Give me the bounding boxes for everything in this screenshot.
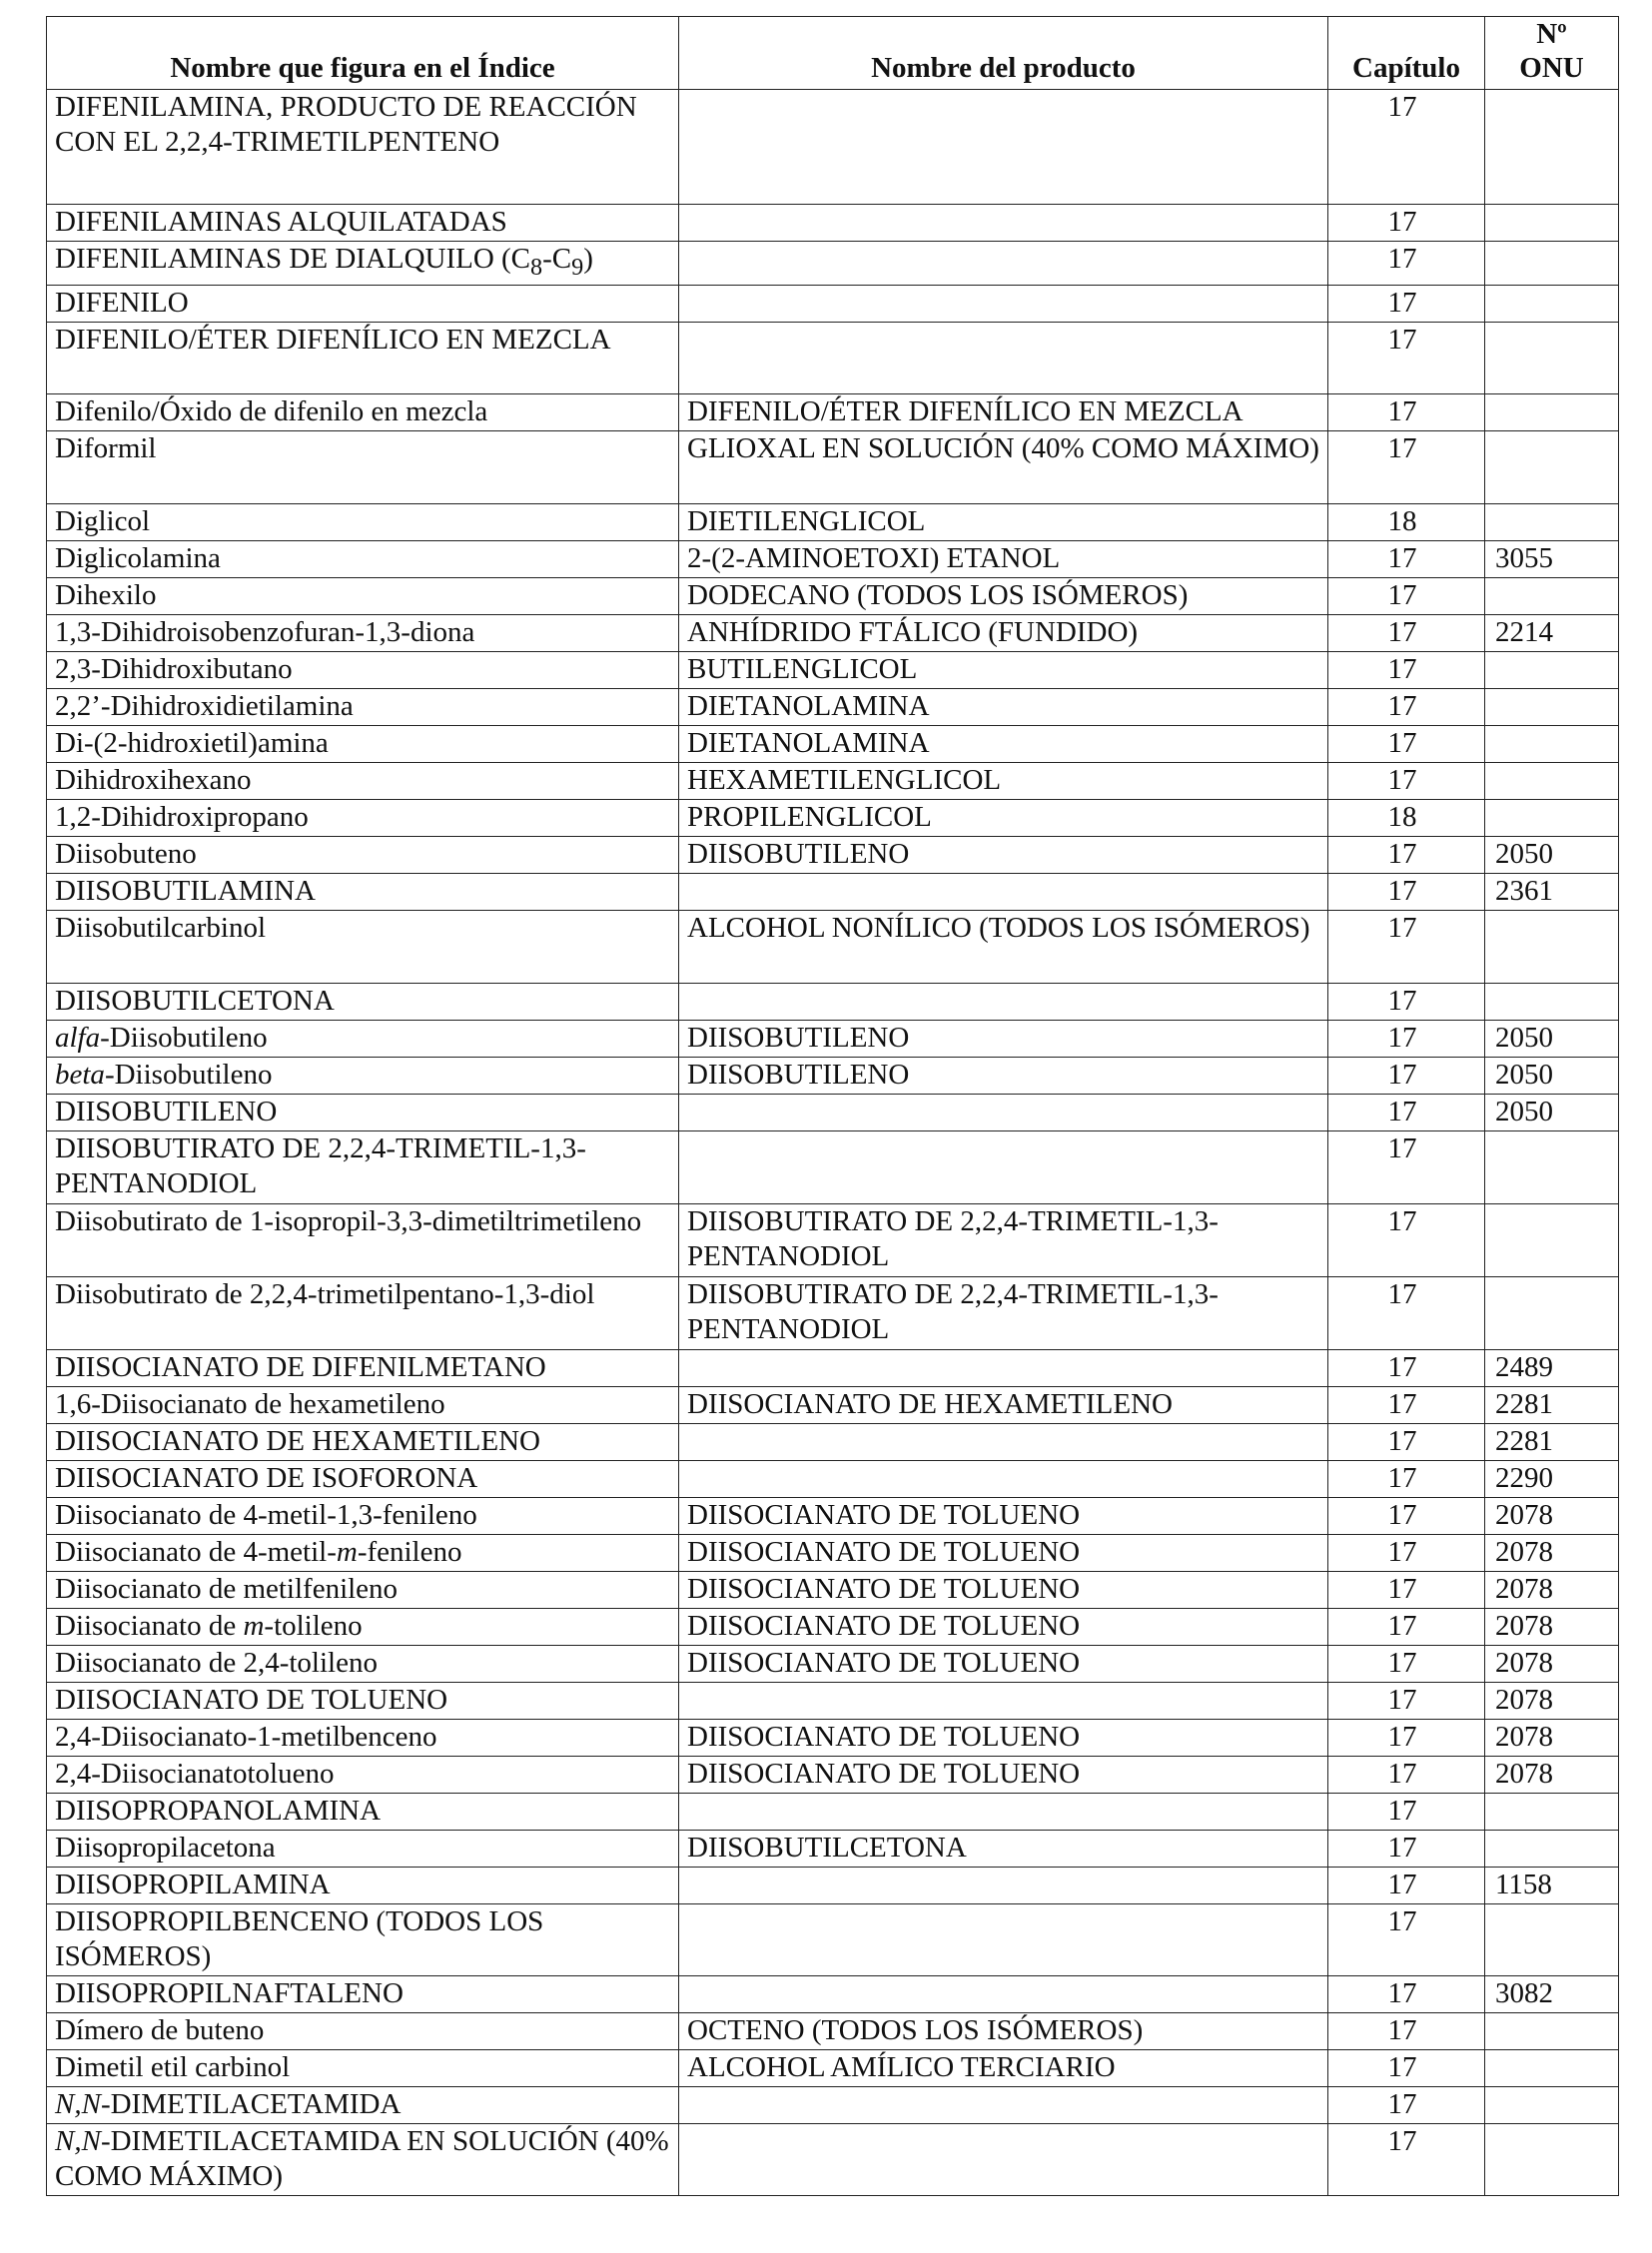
un-number-cell: 2078	[1485, 1497, 1619, 1534]
chapter-cell: 17	[1328, 1020, 1485, 1057]
chemical-index-table	[46, 16, 1619, 2196]
chapter-cell: 17	[1328, 1793, 1485, 1830]
chapter-cell: 17	[1328, 1203, 1485, 1276]
chapter-cell: 17	[1328, 540, 1485, 577]
product-name-cell: DIISOCIANATO DE TOLUENO	[679, 1534, 1328, 1571]
table-row	[47, 1057, 1619, 1094]
index-name-cell: Dimetil etil carbinol	[47, 2049, 679, 2086]
table-row	[47, 1608, 1619, 1645]
chapter-cell: 17	[1328, 577, 1485, 614]
chapter-cell: 17	[1328, 1497, 1485, 1534]
table-row	[47, 651, 1619, 688]
index-name-cell: Diisobutilcarbinol	[47, 910, 679, 983]
table-row	[47, 1719, 1619, 1756]
un-number-cell: 2214	[1485, 614, 1619, 651]
table-row	[47, 873, 1619, 910]
product-name-cell: OCTENO (TODOS LOS ISÓMEROS)	[679, 2012, 1328, 2049]
header-row	[47, 17, 1619, 90]
un-number-cell	[1485, 205, 1619, 242]
product-name-cell: HEXAMETILENGLICOL	[679, 762, 1328, 799]
index-name-cell: 2,4-Diisocianato-1-metilbenceno	[47, 1719, 679, 1756]
product-name-cell	[679, 1423, 1328, 1460]
index-name-cell: Difenilo/Óxido de difenilo en mezcla	[47, 393, 679, 430]
product-name-cell: DIISOBUTILENO	[679, 836, 1328, 873]
chapter-cell: 17	[1328, 1460, 1485, 1497]
index-name-cell: DIISOCIANATO DE DIFENILMETANO	[47, 1349, 679, 1386]
header-un-number	[1485, 17, 1619, 90]
un-number-cell	[1485, 1830, 1619, 1867]
chapter-cell: 17	[1328, 1830, 1485, 1867]
un-number-cell: 3055	[1485, 540, 1619, 577]
un-number-cell: 2078	[1485, 1756, 1619, 1793]
chapter-cell: 17	[1328, 651, 1485, 688]
table-row	[47, 2012, 1619, 2049]
index-name-cell: Diisobutirato de 2,2,4-trimetilpentano-1,3-diol	[47, 1276, 679, 1349]
index-name-cell: 1,2-Dihidroxipropano	[47, 799, 679, 836]
index-name-cell: Diisobuteno	[47, 836, 679, 873]
un-number-cell: 2078	[1485, 1608, 1619, 1645]
un-number-cell: 2290	[1485, 1460, 1619, 1497]
index-name-cell: N,N-DIMETILACETAMIDA	[47, 2086, 679, 2123]
product-name-cell	[679, 2086, 1328, 2123]
un-number-cell	[1485, 1130, 1619, 1203]
table-row	[47, 2049, 1619, 2086]
chapter-cell: 18	[1328, 799, 1485, 836]
chapter-cell: 17	[1328, 1534, 1485, 1571]
chapter-cell: 17	[1328, 1608, 1485, 1645]
table-row	[47, 725, 1619, 762]
un-number-cell	[1485, 393, 1619, 430]
index-name-cell: 2,4-Diisocianatotolueno	[47, 1756, 679, 1793]
un-number-cell: 2050	[1485, 1094, 1619, 1130]
un-number-cell: 2489	[1485, 1349, 1619, 1386]
un-number-cell	[1485, 503, 1619, 540]
table-row	[47, 1130, 1619, 1203]
table-row	[47, 1830, 1619, 1867]
table-row	[47, 205, 1619, 242]
chapter-cell: 17	[1328, 1756, 1485, 1793]
un-number-cell: 2078	[1485, 1682, 1619, 1719]
index-name-cell: 2,3-Dihidroxibutano	[47, 651, 679, 688]
index-name-cell: Diisocianato de 4-metil-m-fenileno	[47, 1534, 679, 1571]
un-number-cell: 2361	[1485, 873, 1619, 910]
un-number-cell	[1485, 2123, 1619, 2195]
table-row	[47, 1203, 1619, 1276]
product-name-cell: DIISOCIANATO DE TOLUENO	[679, 1608, 1328, 1645]
table-row	[47, 1645, 1619, 1682]
index-name-cell: DIISOPROPILNAFTALENO	[47, 1975, 679, 2012]
chapter-cell: 17	[1328, 2049, 1485, 2086]
chapter-cell: 17	[1328, 1276, 1485, 1349]
chapter-cell: 17	[1328, 1386, 1485, 1423]
table-row	[47, 1349, 1619, 1386]
product-name-cell	[679, 285, 1328, 322]
product-name-cell: DIISOBUTILENO	[679, 1020, 1328, 1057]
un-number-cell	[1485, 1903, 1619, 1975]
un-number-cell	[1485, 577, 1619, 614]
chapter-cell: 17	[1328, 2123, 1485, 2195]
table-row	[47, 2086, 1619, 2123]
chapter-cell: 17	[1328, 1571, 1485, 1608]
chapter-cell: 17	[1328, 285, 1485, 322]
header-un-number-line1: Nº	[1536, 18, 1567, 50]
chapter-cell: 17	[1328, 205, 1485, 242]
table-row	[47, 90, 1619, 205]
un-number-cell: 2050	[1485, 1020, 1619, 1057]
product-name-cell: DIISOBUTILCETONA	[679, 1830, 1328, 1867]
product-name-cell: DIISOCIANATO DE HEXAMETILENO	[679, 1386, 1328, 1423]
index-name-cell: DIISOBUTILAMINA	[47, 873, 679, 910]
table-body	[47, 90, 1619, 2196]
product-name-cell	[679, 1682, 1328, 1719]
table-row	[47, 322, 1619, 393]
product-name-cell: DIISOBUTILENO	[679, 1057, 1328, 1094]
table-row	[47, 1094, 1619, 1130]
chapter-cell: 17	[1328, 688, 1485, 725]
table-row	[47, 688, 1619, 725]
table-row	[47, 540, 1619, 577]
index-name-cell: DIISOPROPILBENCENO (TODOS LOS ISÓMEROS)	[47, 1903, 679, 1975]
un-number-cell	[1485, 1203, 1619, 1276]
product-name-cell	[679, 1130, 1328, 1203]
table-row	[47, 614, 1619, 651]
index-name-cell: beta-Diisobutileno	[47, 1057, 679, 1094]
product-name-cell: DIETILENGLICOL	[679, 503, 1328, 540]
index-name-cell: Diglicol	[47, 503, 679, 540]
table-row	[47, 1903, 1619, 1975]
un-number-cell: 2078	[1485, 1719, 1619, 1756]
index-name-cell: DIISOBUTIRATO DE 2,2,4-TRIMETIL-1,3-PENTANODIOL	[47, 1130, 679, 1203]
chapter-cell: 17	[1328, 1130, 1485, 1203]
table-row	[47, 393, 1619, 430]
chapter-cell: 17	[1328, 1645, 1485, 1682]
product-name-cell	[679, 1349, 1328, 1386]
index-name-cell: Diisocianato de 4-metil-1,3-fenileno	[47, 1497, 679, 1534]
index-name-cell: Diisocianato de m-tolileno	[47, 1608, 679, 1645]
table-row	[47, 1423, 1619, 1460]
index-name-cell: Diisocianato de metilfenileno	[47, 1571, 679, 1608]
product-name-cell: DIISOCIANATO DE TOLUENO	[679, 1756, 1328, 1793]
table-row	[47, 1497, 1619, 1534]
product-name-cell: DIISOCIANATO DE TOLUENO	[679, 1719, 1328, 1756]
chapter-cell: 17	[1328, 2012, 1485, 2049]
table-row	[47, 1793, 1619, 1830]
header-chapter: Capítulo	[1328, 17, 1485, 90]
product-name-cell: ANHÍDRIDO FTÁLICO (FUNDIDO)	[679, 614, 1328, 651]
index-name-cell: DIISOPROPANOLAMINA	[47, 1793, 679, 1830]
header-product-name: Nombre del producto	[679, 17, 1328, 90]
product-name-cell: DIISOCIANATO DE TOLUENO	[679, 1497, 1328, 1534]
chapter-cell: 17	[1328, 873, 1485, 910]
chapter-cell: 17	[1328, 1349, 1485, 1386]
index-name-cell: DIISOPROPILAMINA	[47, 1867, 679, 1903]
index-name-cell: Diglicolamina	[47, 540, 679, 577]
product-name-cell	[679, 1975, 1328, 2012]
un-number-cell	[1485, 2012, 1619, 2049]
table-row	[47, 1682, 1619, 1719]
chapter-cell: 17	[1328, 1903, 1485, 1975]
table-row	[47, 430, 1619, 503]
product-name-cell	[679, 2123, 1328, 2195]
index-name-cell: Diformil	[47, 430, 679, 503]
un-number-cell	[1485, 688, 1619, 725]
chapter-cell: 17	[1328, 910, 1485, 983]
index-name-cell: DIISOBUTILENO	[47, 1094, 679, 1130]
table-row	[47, 2123, 1619, 2195]
index-name-cell: DIFENILAMINAS DE DIALQUILO $(C_8-C_9)$	[47, 242, 679, 286]
un-number-cell	[1485, 762, 1619, 799]
un-number-cell: 2078	[1485, 1645, 1619, 1682]
product-name-cell	[679, 90, 1328, 205]
index-name-cell: DIFENILO	[47, 285, 679, 322]
table-row	[47, 1020, 1619, 1057]
index-name-cell: DIFENILAMINA, PRODUCTO DE REACCIÓN CON EL 2,2,4-TRIMETILPENTENO	[47, 90, 679, 205]
index-name-cell: DIFENILO/ÉTER DIFENÍLICO EN MEZCLA	[47, 322, 679, 393]
un-number-cell	[1485, 322, 1619, 393]
product-name-cell	[679, 1867, 1328, 1903]
table-row	[47, 1534, 1619, 1571]
index-name-cell: DIISOBUTILCETONA	[47, 983, 679, 1020]
un-number-cell: 2050	[1485, 1057, 1619, 1094]
product-name-cell	[679, 1094, 1328, 1130]
product-name-cell	[679, 242, 1328, 286]
un-number-cell	[1485, 910, 1619, 983]
index-name-cell: Dihidroxihexano	[47, 762, 679, 799]
chapter-cell: 17	[1328, 1867, 1485, 1903]
chapter-cell: 17	[1328, 1682, 1485, 1719]
chapter-cell: 17	[1328, 2086, 1485, 2123]
product-name-cell	[679, 1460, 1328, 1497]
index-name-cell: DIISOCIANATO DE TOLUENO	[47, 1682, 679, 1719]
un-number-cell	[1485, 2049, 1619, 2086]
table-header	[47, 17, 1619, 90]
product-name-cell: DODECANO (TODOS LOS ISÓMEROS)	[679, 577, 1328, 614]
product-name-cell: DIISOCIANATO DE TOLUENO	[679, 1571, 1328, 1608]
chapter-cell: 17	[1328, 90, 1485, 205]
un-number-cell: 2281	[1485, 1386, 1619, 1423]
index-name-cell: N,N-DIMETILACETAMIDA EN SOLUCIÓN (40% COMO MÁXIMO)	[47, 2123, 679, 2195]
chapter-cell: 17	[1328, 725, 1485, 762]
chapter-cell: 17	[1328, 393, 1485, 430]
chapter-cell: 17	[1328, 430, 1485, 503]
header-un-number-line2: ONU	[1519, 52, 1584, 84]
un-number-cell: 2050	[1485, 836, 1619, 873]
product-name-cell	[679, 983, 1328, 1020]
un-number-cell	[1485, 1793, 1619, 1830]
chapter-cell: 17	[1328, 1057, 1485, 1094]
un-number-cell	[1485, 651, 1619, 688]
un-number-cell: 3082	[1485, 1975, 1619, 2012]
chapter-cell: 17	[1328, 614, 1485, 651]
table-row	[47, 1276, 1619, 1349]
un-number-cell	[1485, 430, 1619, 503]
index-name-cell: Diisocianato de 2,4-tolileno	[47, 1645, 679, 1682]
chapter-cell: 17	[1328, 322, 1485, 393]
product-name-cell: DIETANOLAMINA	[679, 688, 1328, 725]
chapter-cell: 18	[1328, 503, 1485, 540]
index-name-cell: DIFENILAMINAS ALQUILATADAS	[47, 205, 679, 242]
index-name-cell: 1,6-Diisocianato de hexametileno	[47, 1386, 679, 1423]
index-name-cell: Diisobutirato de 1-isopropil-3,3-dimetiltrimetileno	[47, 1203, 679, 1276]
product-name-cell: PROPILENGLICOL	[679, 799, 1328, 836]
product-name-cell	[679, 873, 1328, 910]
table-row	[47, 1460, 1619, 1497]
chapter-cell: 17	[1328, 242, 1485, 286]
product-name-cell: DIETANOLAMINA	[679, 725, 1328, 762]
index-name-cell: 1,3-Dihidroisobenzofuran-1,3-diona	[47, 614, 679, 651]
index-name-cell: Diisopropilacetona	[47, 1830, 679, 1867]
un-number-cell: 1158	[1485, 1867, 1619, 1903]
un-number-cell: 2281	[1485, 1423, 1619, 1460]
chapter-cell: 17	[1328, 1975, 1485, 2012]
product-name-cell: DIISOBUTIRATO DE 2,2,4-TRIMETIL-1,3-PENTANODIOL	[679, 1276, 1328, 1349]
index-name-cell: Dihexilo	[47, 577, 679, 614]
product-name-cell: DIISOCIANATO DE TOLUENO	[679, 1645, 1328, 1682]
table-row	[47, 836, 1619, 873]
un-number-cell	[1485, 725, 1619, 762]
product-name-cell: GLIOXAL EN SOLUCIÓN (40% COMO MÁXIMO)	[679, 430, 1328, 503]
index-name-cell: Di-(2-hidroxietil)amina	[47, 725, 679, 762]
table-row	[47, 1571, 1619, 1608]
product-name-cell: 2-(2-AMINOETOXI) ETANOL	[679, 540, 1328, 577]
table-row	[47, 285, 1619, 322]
chapter-cell: 17	[1328, 983, 1485, 1020]
product-name-cell	[679, 322, 1328, 393]
un-number-cell	[1485, 799, 1619, 836]
table-row	[47, 910, 1619, 983]
un-number-cell	[1485, 983, 1619, 1020]
product-name-cell: ALCOHOL AMÍLICO TERCIARIO	[679, 2049, 1328, 2086]
table-row	[47, 503, 1619, 540]
table-row	[47, 1386, 1619, 1423]
chapter-cell: 17	[1328, 1719, 1485, 1756]
table-row	[47, 577, 1619, 614]
table-row	[47, 799, 1619, 836]
chapter-cell: 17	[1328, 762, 1485, 799]
chapter-cell: 17	[1328, 1423, 1485, 1460]
product-name-cell: DIFENILO/ÉTER DIFENÍLICO EN MEZCLA	[679, 393, 1328, 430]
table-row	[47, 983, 1619, 1020]
table-row	[47, 1975, 1619, 2012]
index-name-cell: alfa-Diisobutileno	[47, 1020, 679, 1057]
table-row	[47, 762, 1619, 799]
header-index-name: Nombre que figura en el Índice	[47, 17, 679, 90]
un-number-cell	[1485, 1276, 1619, 1349]
index-name-cell: DIISOCIANATO DE HEXAMETILENO	[47, 1423, 679, 1460]
un-number-cell	[1485, 285, 1619, 322]
index-name-cell: DIISOCIANATO DE ISOFORONA	[47, 1460, 679, 1497]
index-name-cell: 2,2’-Dihidroxidietilamina	[47, 688, 679, 725]
un-number-cell	[1485, 90, 1619, 205]
table-row	[47, 1756, 1619, 1793]
table-row	[47, 242, 1619, 286]
un-number-cell	[1485, 242, 1619, 286]
chapter-cell: 17	[1328, 1094, 1485, 1130]
chapter-cell: 17	[1328, 836, 1485, 873]
product-name-cell	[679, 1903, 1328, 1975]
product-name-cell: BUTILENGLICOL	[679, 651, 1328, 688]
product-name-cell	[679, 1793, 1328, 1830]
un-number-cell: 2078	[1485, 1534, 1619, 1571]
table-row	[47, 1867, 1619, 1903]
product-name-cell	[679, 205, 1328, 242]
un-number-cell: 2078	[1485, 1571, 1619, 1608]
un-number-cell	[1485, 2086, 1619, 2123]
index-name-cell: Dímero de buteno	[47, 2012, 679, 2049]
product-name-cell: DIISOBUTIRATO DE 2,2,4-TRIMETIL-1,3-PENTANODIOL	[679, 1203, 1328, 1276]
product-name-cell: ALCOHOL NONÍLICO (TODOS LOS ISÓMEROS)	[679, 910, 1328, 983]
